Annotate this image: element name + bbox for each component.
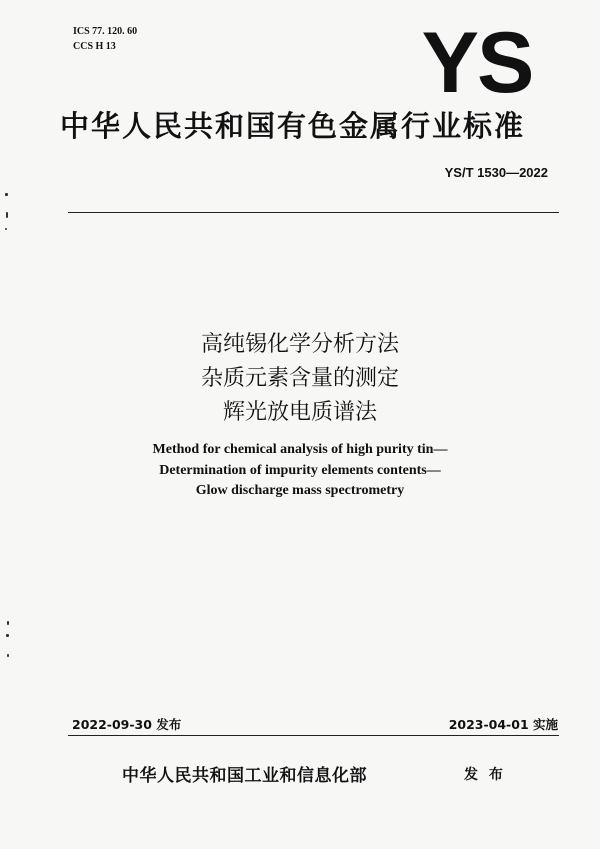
classification-codes — [73, 24, 137, 54]
organization-title: 中华人民共和国有色金属行业标准 — [60, 109, 526, 143]
bottom-divider — [68, 735, 559, 736]
ys-logo — [412, 20, 542, 105]
title-cn-line-1: 高纯锡化学分析方法 — [200, 332, 399, 357]
publish-date: 2022-09-30 发布 — [72, 717, 182, 732]
title-en-line-1: Method for chemical analysis of high purity tin— — [152, 442, 448, 457]
scan-mark — [7, 621, 9, 625]
implement-date: 2023-04-01 实施 — [448, 717, 558, 732]
ics-code: ICS 77. 120. 60 — [73, 26, 138, 37]
publish-label: 发 布 — [464, 767, 506, 783]
standard-number: YS/T 1530—2022 — [444, 165, 548, 180]
title-chinese — [0, 328, 600, 430]
ccs-code: CCS H 13 — [73, 41, 116, 52]
scan-mark — [5, 193, 8, 196]
scan-mark — [6, 634, 9, 637]
title-cn-line-2: 杂质元素含量的测定 — [200, 366, 399, 391]
title-english — [0, 440, 600, 502]
top-divider — [68, 212, 559, 213]
title-cn-line-3: 辉光放电质谱法 — [222, 400, 377, 425]
scan-mark — [5, 228, 7, 230]
publisher-name: 中华人民共和国工业和信息化部 — [122, 766, 367, 786]
ys-logo-text: YS — [421, 20, 533, 105]
title-en-line-2: Determination of impurity elements contents— — [159, 462, 441, 478]
scan-mark — [6, 212, 8, 218]
title-en-line-3: Glow discharge mass spectrometry — [195, 483, 405, 498]
scan-mark — [7, 654, 9, 657]
